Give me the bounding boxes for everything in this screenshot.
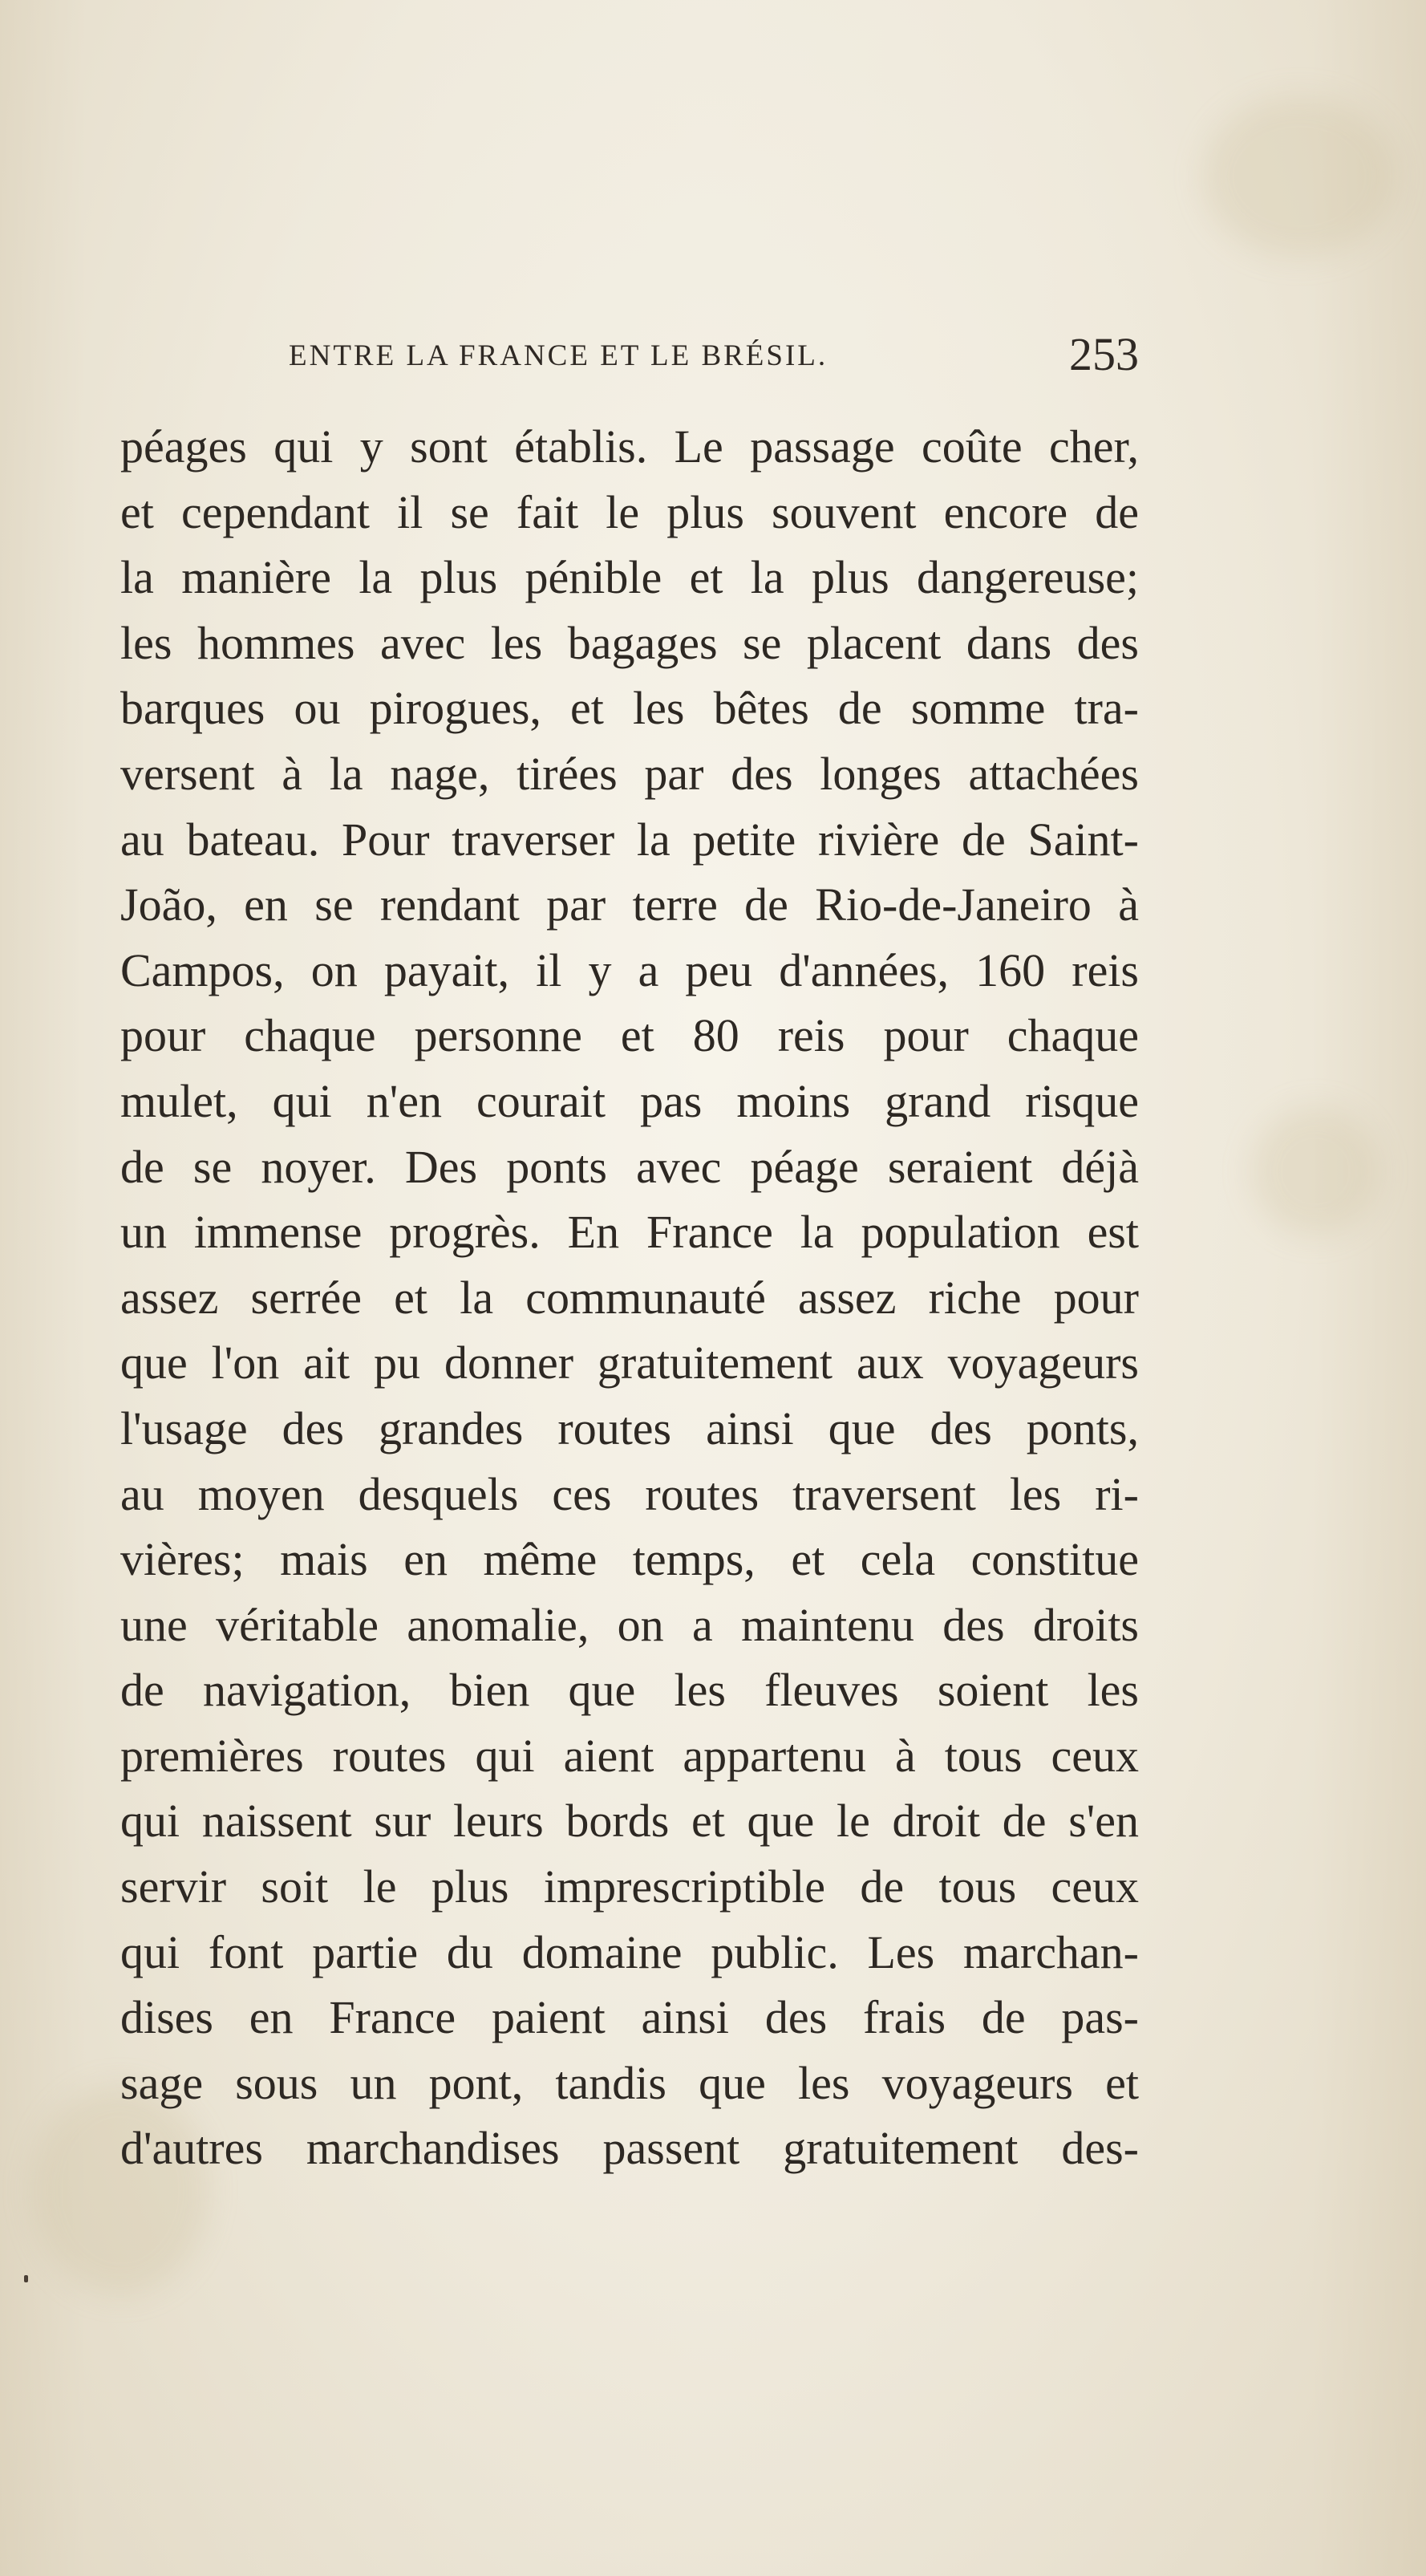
text-line: de navigation, bien que les fleuves soient les <box>120 1664 1139 1717</box>
text-line: qui naissent sur leurs bords et que le droit de s'en <box>120 1795 1139 1848</box>
text-line: assez serrée et la communauté assez riche pour <box>120 1271 1139 1324</box>
text-line: mulet, qui n'en courait pas moins grand risque <box>120 1074 1139 1127</box>
ink-speck <box>24 2275 28 2282</box>
text-line: péages qui y sont établis. Le passage coûte cher, <box>120 420 1139 473</box>
text-line: pour chaque personne et 80 reis pour chaque <box>120 1009 1139 1062</box>
text-line: et cependant il se fait le plus souvent encore de <box>120 485 1139 538</box>
text-line: versent à la nage, tirées par des longes attachées <box>120 747 1139 800</box>
body-text <box>120 414 1139 2181</box>
page-number: 253 <box>1069 328 1139 380</box>
text-line: qui font partie du domaine public. Les marchan- <box>120 1925 1139 1978</box>
text-line: un immense progrès. En France la population est <box>120 1206 1139 1259</box>
text-line: João, en se rendant par terre de Rio-de-Janeiro à <box>120 878 1139 931</box>
text-line: premières routes qui aient appartenu à tous ceux <box>120 1729 1139 1782</box>
running-title: ENTRE LA FRANCE ET LE BRÉSIL. <box>289 339 828 372</box>
text-line: sage sous un pont, tandis que les voyageurs et <box>120 2056 1139 2109</box>
text-line: de se noyer. Des ponts avec péage seraient déjà <box>120 1140 1139 1193</box>
text-line: l'usage des grandes routes ainsi que des ponts, <box>120 1402 1139 1454</box>
text-line: servir soit le plus imprescriptible de tous ceux <box>120 1860 1139 1913</box>
text-line: au moyen desquels ces routes traversent les ri- <box>120 1467 1139 1520</box>
text-line: Campos, on payait, il y a peu d'années, 160 reis <box>120 943 1139 996</box>
text-line: dises en France paient ainsi des frais de pas- <box>120 1991 1139 2044</box>
paper-stain <box>1251 1107 1379 1235</box>
paper-stain <box>1203 96 1396 257</box>
text-line: au bateau. Pour traverser la petite rivière de Saint- <box>120 813 1139 866</box>
text-line: la manière la plus pénible et la plus dangereuse; <box>120 551 1139 604</box>
text-line: les hommes avec les bagages se placent dans des <box>120 616 1139 669</box>
text-line: que l'on ait pu donner gratuitement aux voyageurs <box>120 1337 1139 1389</box>
text-line: d'autres marchandises passent gratuitement des- <box>120 2122 1139 2175</box>
text-line: une véritable anomalie, on a maintenu des droits <box>120 1598 1139 1651</box>
text-line: barques ou pirogues, et les bêtes de somme tra- <box>120 682 1139 735</box>
text-line: vières; mais en même temps, et cela constitue <box>120 1533 1139 1586</box>
page-header <box>120 327 1139 383</box>
